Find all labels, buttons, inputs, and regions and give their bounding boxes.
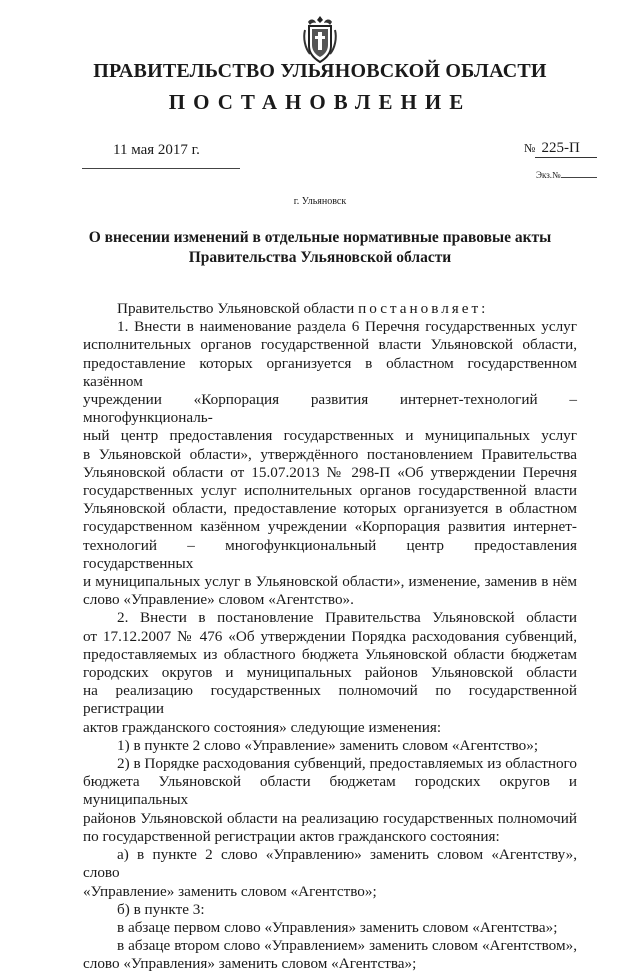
intro-line — [83, 300, 577, 318]
document-heading — [80, 228, 560, 268]
body-line: 2) в Порядке расходования субвенций, предоставляемых из областного — [117, 755, 578, 773]
date-underline — [82, 168, 240, 169]
intro-verb: постановляет: — [358, 300, 489, 317]
document-body — [83, 300, 577, 974]
body-line: бюджета Ульяновской области бюджетам городских округов и муниципальных — [83, 773, 577, 809]
body-line: а) в пункте 2 слово «Управлению» заменить словом «Агентству», слово — [83, 846, 577, 882]
coat-of-arms-icon — [301, 14, 339, 64]
body-line: в абзаце втором слово «Управлением» заменить словом «Агентством», — [117, 937, 577, 955]
intro-text: Правительство Ульяновской области — [117, 300, 359, 317]
body-line: ный центр предоставления государственных и муниципальных услуг — [83, 427, 577, 445]
body-line: по государственной регистрации актов гражданского состояния: — [83, 827, 500, 845]
city-name: г. Ульяновск — [293, 196, 347, 207]
body-line: в Ульяновской области», утверждённого постановлением Правительства — [83, 445, 577, 463]
body-line: учреждении «Корпорация развития интернет-технологий – многофункциональ- — [83, 391, 577, 427]
body-line: слово «Управления» заменить словом «Агентства»; — [83, 955, 417, 973]
document-date: 11 мая 2017 г. — [113, 142, 200, 158]
document-type: ПОСТАНОВЛЕНИЕ — [168, 90, 472, 114]
number-value: 225-П — [535, 140, 597, 158]
body-line: 1) в пункте 2 слово «Управление» заменить словом «Агентство»; — [117, 736, 539, 754]
copy-number — [536, 170, 597, 180]
body-line: и муниципальных услуг в Ульяновской области», изменение, заменив в нём — [83, 573, 577, 591]
body-line: исполнительных органов государственной власти Ульяновской области, — [83, 336, 577, 354]
body-line: от 17.12.2007 № 476 «Об утверждении Порядка расходования субвенций, — [83, 627, 577, 645]
body-line: актов гражданского состояния» следующие изменения: — [83, 718, 442, 736]
body-line: предоставление которых организуется в областном государственном казённом — [83, 354, 577, 390]
body-line: районов Ульяновской области на реализацию государственных полномочий — [83, 809, 577, 827]
heading-line: Правительства Ульяновской области — [188, 249, 452, 266]
body-line: б) в пункте 3: — [117, 900, 205, 918]
body-line: 1. Внести в наименование раздела 6 Перечня государственных услуг — [117, 318, 577, 336]
copy-blank-line — [561, 177, 597, 178]
body-line: Ульяновской области, предоставление которых организуется в областном — [83, 500, 577, 518]
body-line: предоставляемых из областного бюджета Ульяновской области бюджетам — [83, 645, 577, 663]
body-line: технологий – многофункциональный центр предоставления государственных — [83, 536, 577, 572]
body-line: городских округов и муниципальных районов Ульяновской области — [83, 664, 577, 682]
body-line: 2. Внести в постановление Правительства Ульяновской области — [117, 609, 577, 627]
body-line: государственных услуг исполнительных органов государственной власти — [83, 482, 577, 500]
body-line: в абзаце первом слово «Управления» заменить словом «Агентства»; — [117, 918, 558, 936]
body-line: «Управление» заменить словом «Агентство»; — [83, 882, 377, 900]
government-title: ПРАВИТЕЛЬСТВО УЛЬЯНОВСКОЙ ОБЛАСТИ — [93, 60, 547, 82]
body-line: Ульяновской области от 15.07.2013 № 298-П «Об утверждении Перечня — [83, 463, 577, 481]
number-sign: № — [524, 141, 536, 155]
document-number — [524, 140, 597, 158]
body-line: государственном казённом учреждении «Корпорация развития интернет- — [83, 518, 577, 536]
body-line: слово «Управление» словом «Агентство». — [83, 591, 354, 609]
heading-line: О внесении изменений в отдельные нормативные правовые акты — [88, 229, 552, 246]
copy-label: Экз.№ — [536, 170, 561, 180]
body-line: на реализацию государственных полномочий по государственной регистрации — [83, 682, 577, 718]
